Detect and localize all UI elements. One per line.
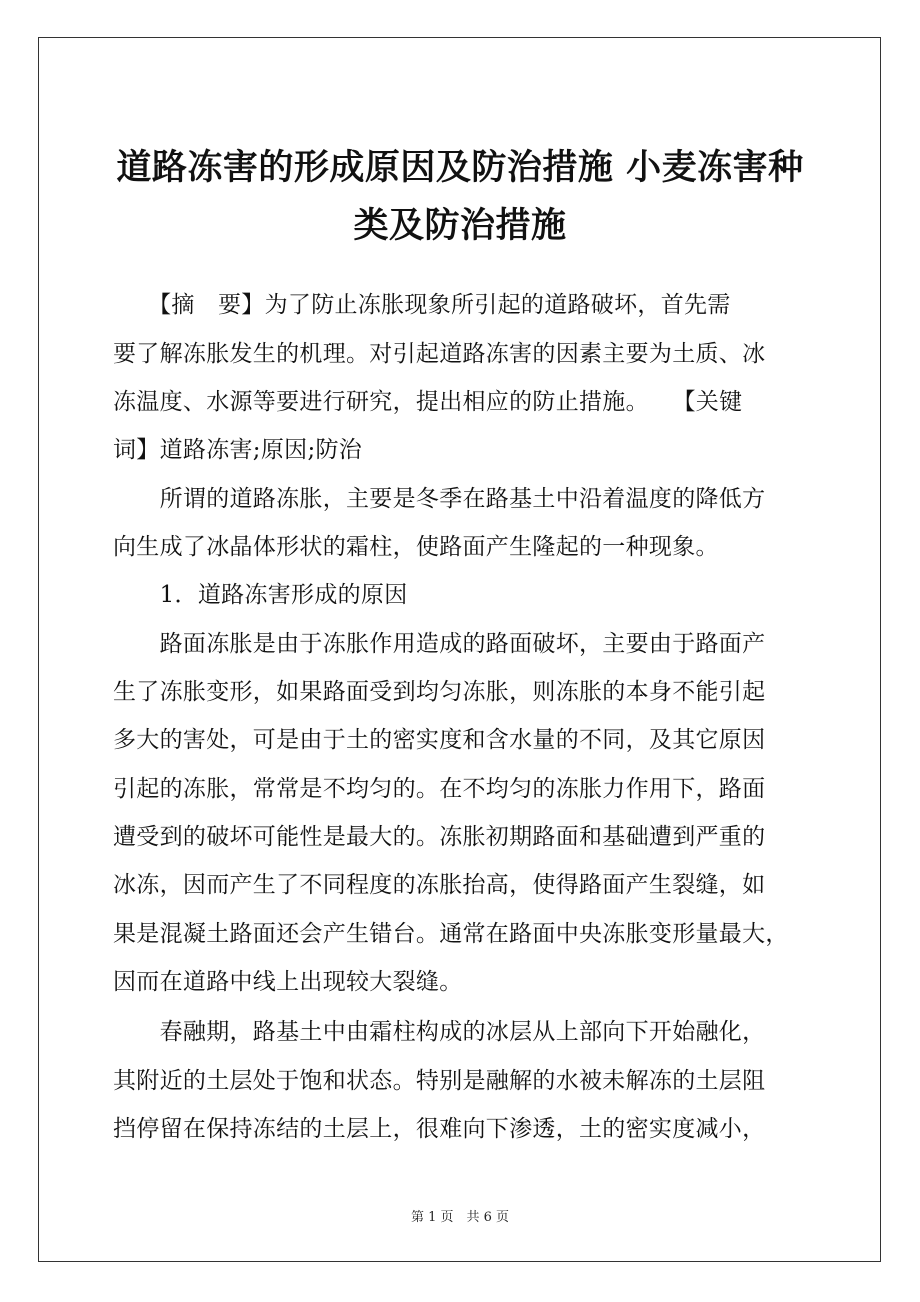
paragraph-line: 生了冻胀变形，如果路面受到均匀冻胀，则冻胀的本身不能引起 — [113, 679, 766, 705]
paragraph-line: 因而在道路中线上出现较大裂缝。 — [113, 969, 463, 995]
paragraph-line: 其附近的土层处于饱和状态。特别是融解的水被未解冻的土层阻 — [113, 1068, 766, 1094]
page-number-footer: 第 1 页 共 6 页 — [410, 1210, 510, 1225]
document-title-line-1: 道路冻害的形成原因及防治措施 小麦冻害种 — [116, 147, 804, 188]
paragraph-line: 遭受到的破坏可能性是最大的。冻胀初期路面和基础遭到严重的 — [113, 824, 766, 850]
abstract-line: 要了解冻胀发生的机理。对引起道路冻害的因素主要为土质、冰 — [113, 341, 766, 367]
paragraph-line: 路面冻胀是由于冻胀作用造成的路面破坏，主要由于路面产 — [113, 631, 766, 657]
paragraph-line: 果是混凝土路面还会产生错台。通常在路面中央冻胀变形量最大， — [113, 921, 789, 947]
paragraph-line: 挡停留在保持冻结的土层上，很难向下渗透，土的密实度减小， — [113, 1116, 766, 1142]
document-title-line-2: 类及防治措施 — [353, 205, 567, 246]
keywords-line: 词】道路冻害;原因;防治 — [113, 437, 363, 463]
abstract-line: 【摘 要】为了防止冻胀现象所引起的道路破坏，首先需 — [113, 292, 731, 318]
section-heading: 1．道路冻害形成的原因 — [113, 582, 408, 608]
paragraph-line: 冰冻，因而产生了不同程度的冻胀抬高，使得路面产生裂缝，如 — [113, 872, 766, 898]
paragraph-line: 引起的冻胀，常常是不均匀的。在不均匀的冻胀力作用下，路面 — [113, 776, 766, 802]
paragraph-line: 多大的害处，可是由于土的密实度和含水量的不同，及其它原因 — [113, 727, 766, 753]
paragraph-line: 向生成了冰晶体形状的霜柱，使路面产生隆起的一种现象。 — [113, 534, 719, 560]
paragraph-line: 春融期，路基土中由霜柱构成的冰层从上部向下开始融化， — [113, 1019, 766, 1045]
abstract-line: 冻温度、水源等要进行研究，提出相应的防止措施。 【关键 — [113, 389, 743, 415]
paragraph-line: 所谓的道路冻胀，主要是冬季在路基土中沿着温度的降低方 — [113, 486, 766, 512]
